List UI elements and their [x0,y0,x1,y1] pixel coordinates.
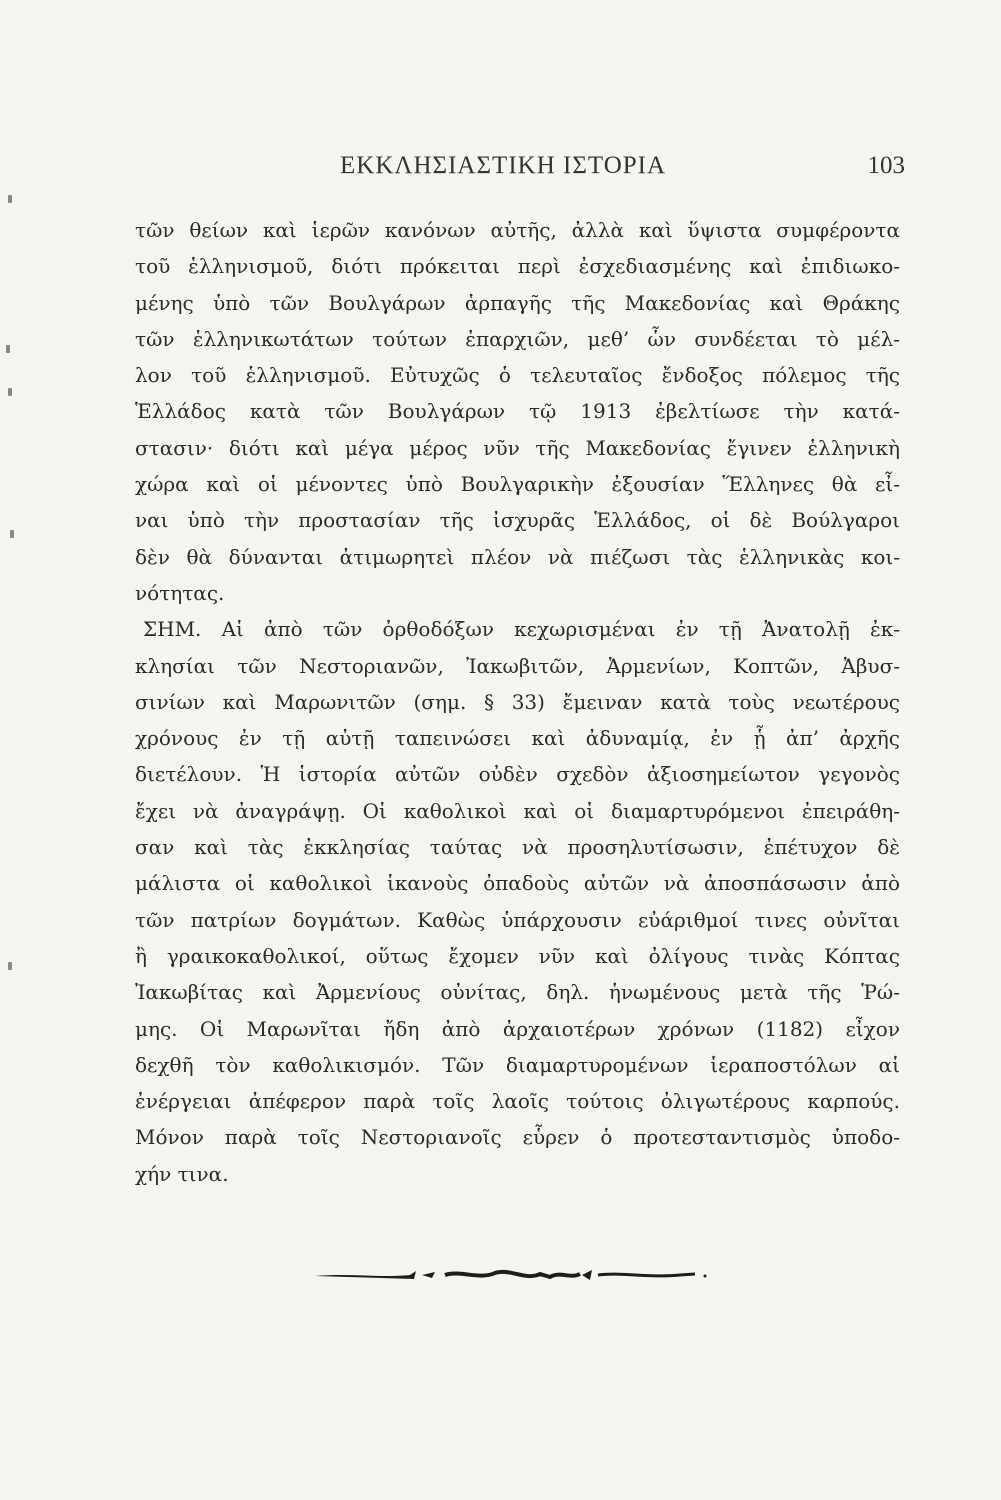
text-line: λον τοῦ ἑλληνισμοῦ. Εὐτυχῶς ὁ τελευταῖος ἔνδοξος πόλεμος τῆς [135,363,900,388]
note-line: σαν καὶ τὰς ἐκκλησίας ταύτας νὰ προσηλυτίσωσιν, ἐπέτυχον δὲ [135,835,900,860]
ornament-divider [310,1265,710,1285]
margin-speck [8,388,12,396]
note-line: Ἰακωβίτας καὶ Ἀρμενίους οὐνίτας, δηλ. ἡνωμένους μετὰ τῆς Ῥώ- [135,980,900,1005]
text-line: τῶν ἑλληνικωτάτων τούτων ἐπαρχιῶν, μεθ’ ὧν συνδέεται τὸ μέλ- [135,326,900,351]
margin-speck [10,530,14,538]
note-line: δεχθῆ τὸν καθολικισμόν. Τῶν διαμαρτυρομένων ἱεραποστόλων αἱ [135,1052,900,1077]
text-line: τῶν θείων καὶ ἱερῶν κανόνων αὐτῆς, ἀλλὰ καὶ ὕψιστα συμφέροντα [135,218,900,242]
text-line: στασιν· διότι καὶ μέγα μέρος νῦν τῆς Μακεδονίας ἔγινεν ἑλληνικὴ [135,435,900,460]
note-line: χήν τινα. [135,1161,229,1186]
note-line: τῶν πατρίων δογμάτων. Καθὼς ὑπάρχουσιν εὐάριθμοί τινες οὐνῖται [135,907,900,932]
note-line: ΣΗΜ. Αἱ ἀπὸ τῶν ὀρθοδόξων κεχωρισμέναι ἐν τῇ Ἀνατολῇ ἐκ- [143,617,900,642]
text-line: χώρα καὶ οἱ μένοντες ὑπὸ Βουλγαρικὴν ἐξουσίαν Ἕλληνες θὰ εἶ- [135,472,900,497]
page-number: 103 [867,152,905,179]
text-line: νότητας. [135,580,225,605]
note-line: Μόνον παρὰ τοῖς Νεστοριανοῖς εὗρεν ὁ προτεσταντισμὸς ὑποδο- [135,1125,900,1150]
text-line: ναι ὑπὸ τὴν προστασίαν τῆς ἰσχυρᾶς Ἑλλάδος, οἱ δὲ Βούλγαροι [135,508,900,533]
note-line: ἢ γραικοκαθολικοί, οὕτως ἔχομεν νῦν καὶ ὀλίγους τινὰς Κόπτας [135,943,900,968]
body-text [135,212,900,1192]
text-line: τοῦ ἑλληνισμοῦ, διότι πρόκειται περὶ ἐσχεδιασμένης καὶ ἐπιδιωκο- [135,254,900,279]
text-line: δὲν θὰ δύνανται ἀτιμωρητεὶ πλέον νὰ πιέζωσι τὰς ἑλληνικὰς κοι- [135,544,900,569]
note-line: χρόνους ἐν τῇ αὐτῇ ταπεινώσει καὶ ἀδυναμίᾳ, ἐν ᾗ ἀπ’ ἀρχῆς [135,726,900,751]
text-line: Ἑλλάδος κατὰ τῶν Βουλγάρων τῷ 1913 ἐβελτίωσε τὴν κατά- [135,399,900,424]
margin-speck [8,195,12,203]
note-line: κλησίαι τῶν Νεστοριανῶν, Ἰακωβιτῶν, Ἀρμενίων, Κοπτῶν, Ἀβυσ- [135,653,900,678]
note-line: διετέλουν. Ἡ ἱστορία αὐτῶν οὐδὲν σχεδὸν ἀξιοσημείωτον γεγονὸς [135,762,900,787]
margin-speck [6,345,10,353]
running-header [135,152,905,188]
text-line: μένης ὑπὸ τῶν Βουλγάρων ἁρπαγῆς τῆς Μακεδονίας καὶ Θράκης [135,290,900,315]
note-line: ἐνέργειαι ἀπέφερον παρὰ τοῖς λαοῖς τούτοις ὀλιγωτέρους καρπούς. [135,1089,900,1114]
running-title: ΕΚΚΛΗΣΙΑΣΤΙΚΗ ΙΣΤΟΡΙΑ [340,152,667,179]
note-line: μης. Οἱ Μαρωνῖται ἤδη ἀπὸ ἀρχαιοτέρων χρόνων (1182) εἶχον [135,1016,900,1041]
note-line: σινίων καὶ Μαρωνιτῶν (σημ. § 33) ἔμειναν κατὰ τοὺς νεωτέρους [135,689,900,714]
note-line: ἔχει νὰ ἀναγράψῃ. Οἱ καθολικοὶ καὶ οἱ διαμαρτυρόμενοι ἐπειράθη- [135,798,900,823]
note-line: μάλιστα οἱ καθολικοὶ ἱκανοὺς ὀπαδοὺς αὐτῶν νὰ ἀποσπάσωσιν ἀπὸ [135,871,900,896]
margin-speck [8,962,12,970]
